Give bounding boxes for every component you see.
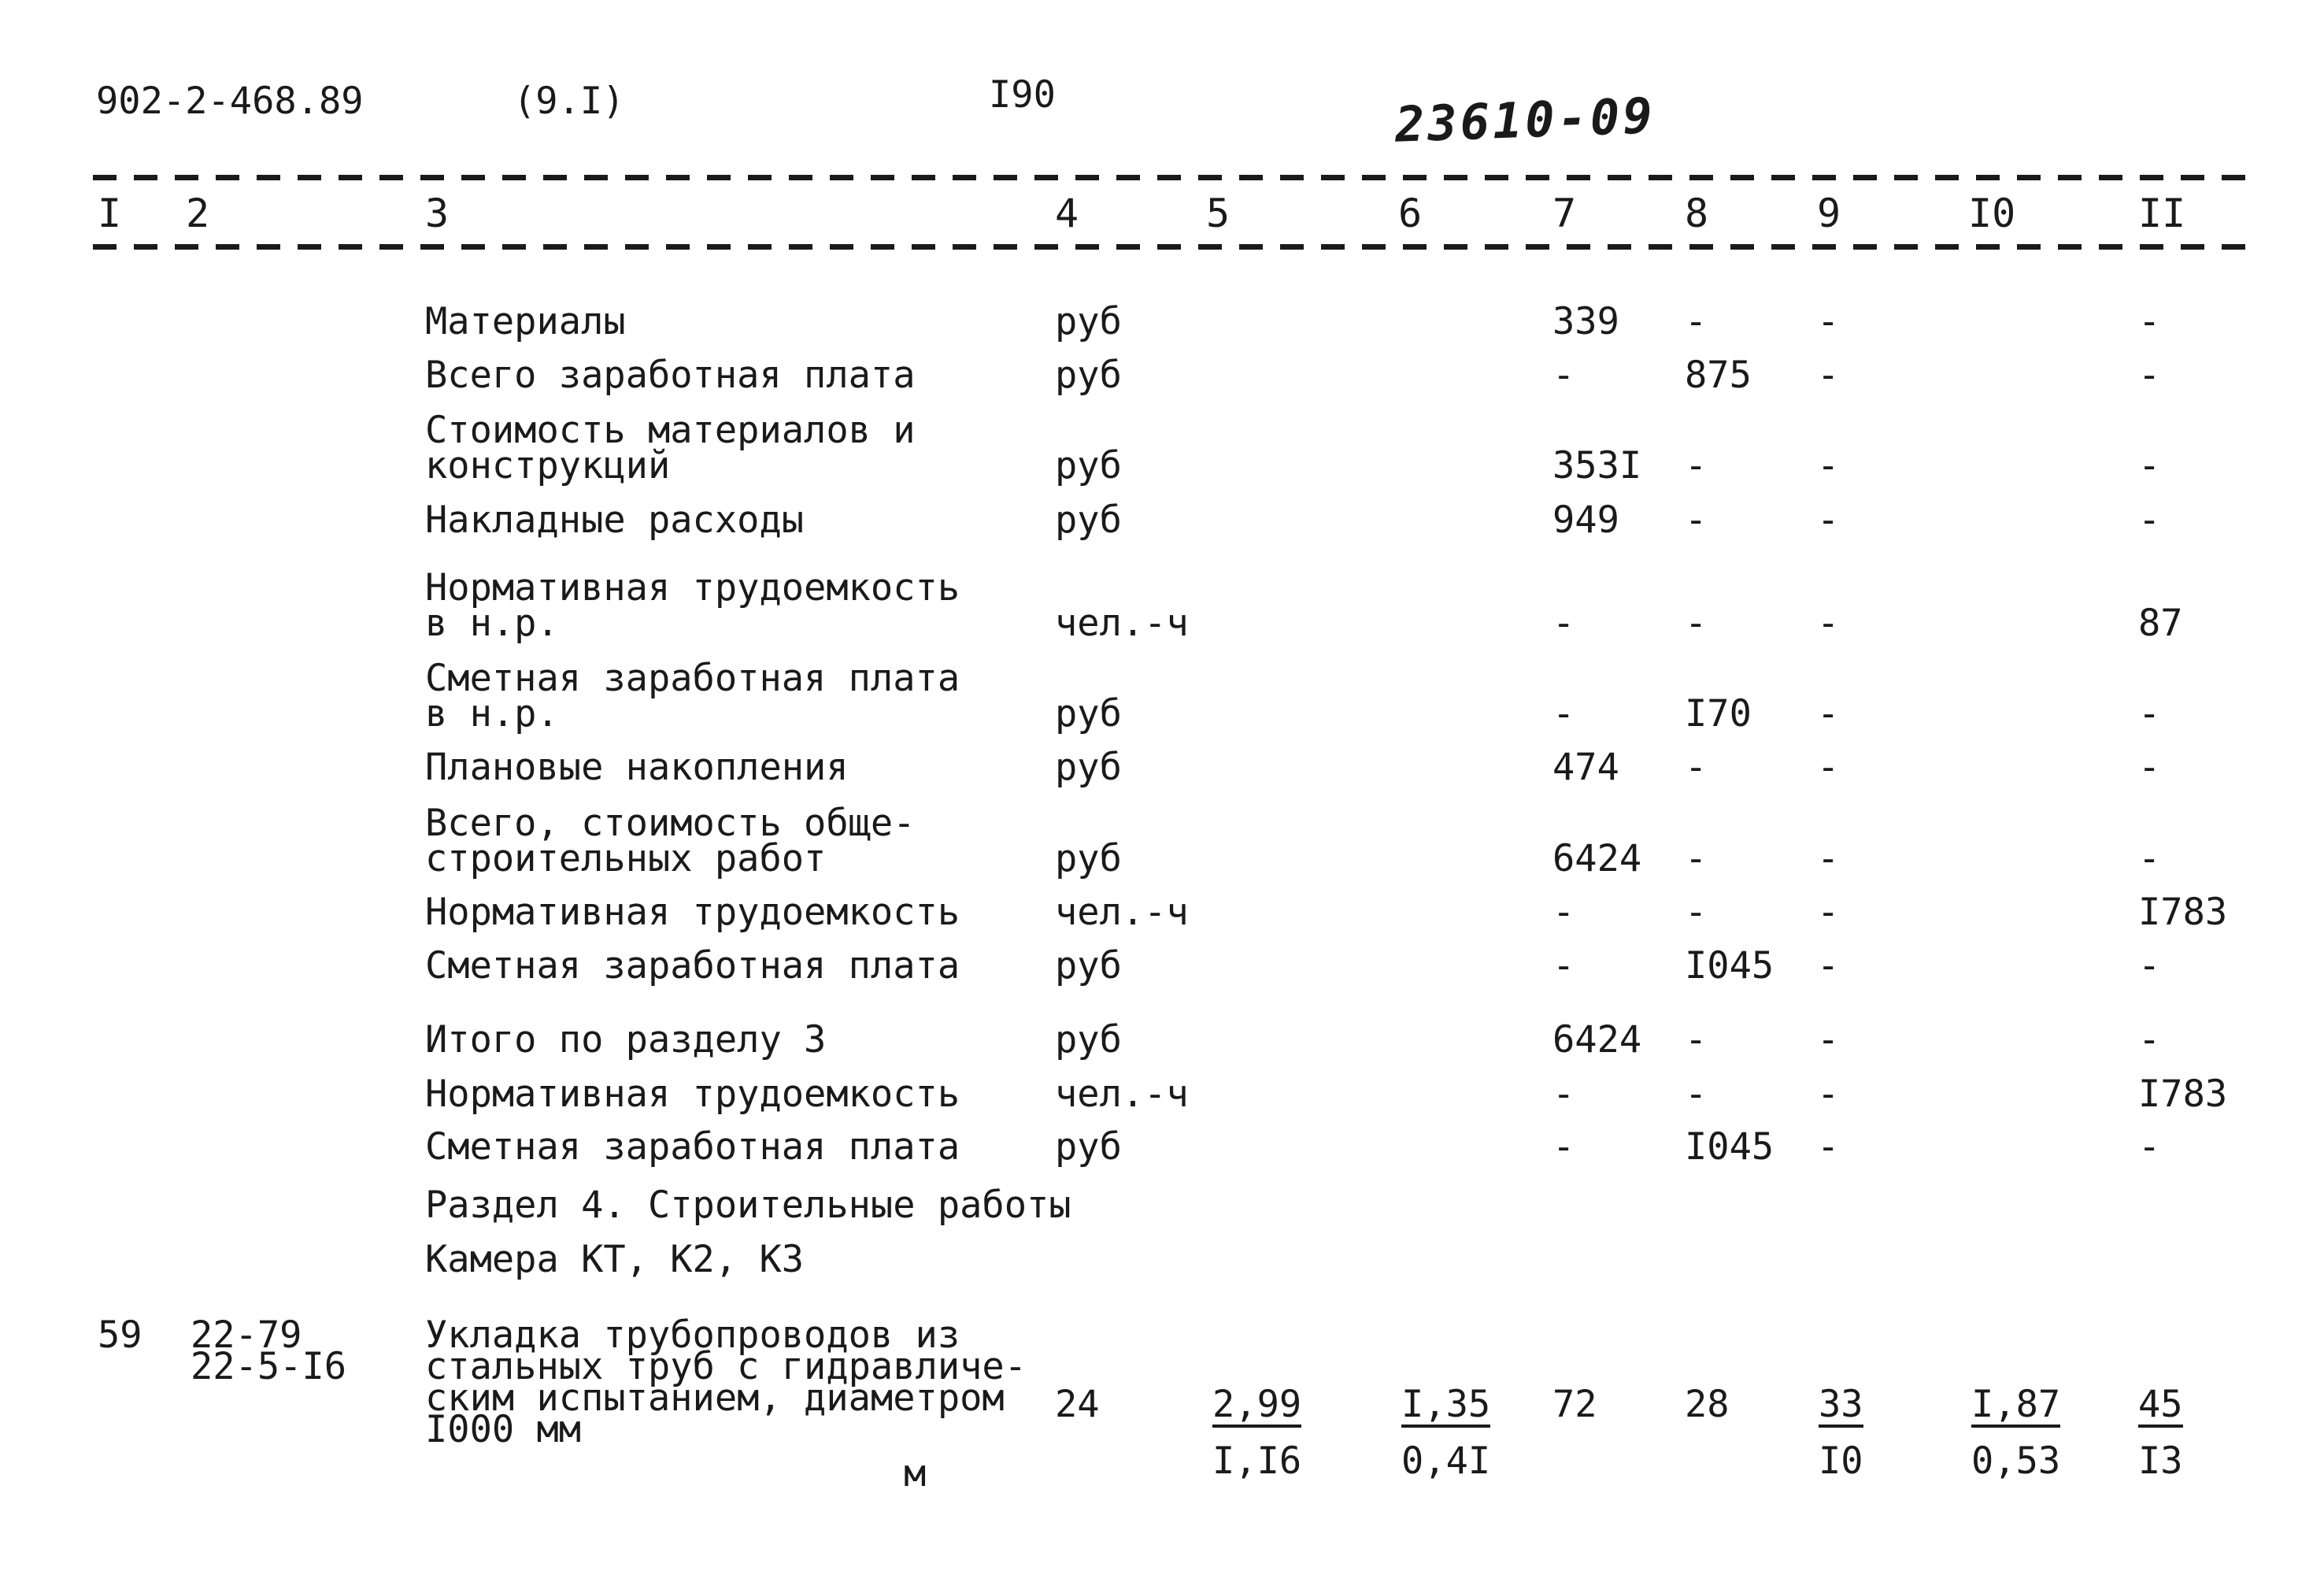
row-col-7: - bbox=[1552, 602, 1575, 645]
row-col-9: - bbox=[1817, 444, 1840, 487]
row-unit: руб bbox=[1055, 944, 1122, 987]
row-unit: чел.-ч bbox=[1055, 602, 1189, 645]
header-rule-bottom bbox=[93, 244, 2250, 250]
row-col-8: - bbox=[1685, 1018, 1708, 1061]
section-ref: (9.I) bbox=[513, 80, 625, 123]
row-col-8: - bbox=[1685, 498, 1708, 542]
row-col-9: - bbox=[1817, 692, 1840, 735]
row-col-9: - bbox=[1817, 300, 1840, 343]
row-name-line: Нормативная трудоемкость bbox=[425, 891, 960, 934]
row-col-7: - bbox=[1552, 891, 1575, 934]
row-unit: чел.-ч bbox=[1055, 1073, 1189, 1116]
row-name-line: Нормативная трудоемкость bbox=[425, 1073, 960, 1116]
row-col-7: 6424 bbox=[1552, 1018, 1642, 1061]
item-col-5-top: 2,99 bbox=[1212, 1383, 1302, 1426]
row-col-8: - bbox=[1685, 444, 1708, 487]
row-col-11: - bbox=[2138, 692, 2161, 735]
item-col-4: 24 bbox=[1055, 1383, 1100, 1426]
row-name-line: Плановые накопления bbox=[425, 746, 849, 789]
row-col-7: 949 bbox=[1552, 498, 1619, 542]
row-col-7: - bbox=[1552, 1073, 1575, 1116]
row-name-line: Материалы bbox=[425, 300, 626, 343]
row-name-line: Сметная заработная плата bbox=[425, 944, 960, 987]
row-col-8: - bbox=[1685, 300, 1708, 343]
item-name-line: Укладка трубопроводов из bbox=[425, 1313, 960, 1357]
row-col-7: - bbox=[1552, 354, 1575, 397]
row-col-11: I783 bbox=[2138, 891, 2228, 934]
row-col-11: - bbox=[2138, 498, 2161, 542]
row-unit: чел.-ч bbox=[1055, 891, 1189, 934]
row-unit: руб bbox=[1055, 444, 1122, 487]
row-col-11: 87 bbox=[2138, 602, 2183, 645]
item-col-6-top: I,35 bbox=[1401, 1383, 1491, 1426]
row-col-8: I045 bbox=[1685, 1125, 1774, 1169]
column-header-8: 8 bbox=[1685, 191, 1709, 236]
column-header-11: II bbox=[2138, 191, 2186, 236]
stamp-number: 23610-09 bbox=[1393, 87, 1656, 154]
row-name-line: строительных работ bbox=[425, 837, 827, 880]
row-unit: руб bbox=[1055, 692, 1122, 735]
row-unit: руб bbox=[1055, 837, 1122, 880]
row-unit: руб bbox=[1055, 300, 1122, 343]
row-name-line: конструкций bbox=[425, 444, 671, 487]
row-col-9: - bbox=[1817, 837, 1840, 880]
row-col-9: - bbox=[1817, 944, 1840, 987]
row-name-line: Всего, стоимость обще- bbox=[425, 802, 916, 845]
item-number: 59 bbox=[98, 1313, 142, 1357]
row-col-8: I70 bbox=[1685, 692, 1752, 735]
row-col-7: 474 bbox=[1552, 746, 1619, 789]
column-header-9: 9 bbox=[1817, 191, 1841, 236]
item-col-6-bottom: 0,4I bbox=[1401, 1439, 1491, 1483]
row-col-11: - bbox=[2138, 944, 2161, 987]
row-col-9: - bbox=[1817, 1125, 1840, 1169]
item-col-10-bottom: 0,53 bbox=[1971, 1439, 2061, 1483]
item-col-9-top: 33 bbox=[1819, 1383, 1863, 1426]
item-col-8: 28 bbox=[1685, 1383, 1730, 1426]
item-name-line: I000 мм bbox=[425, 1408, 582, 1451]
item-col-9-bottom: I0 bbox=[1819, 1439, 1863, 1483]
item-name-line: ским испытанием, диаметром bbox=[425, 1376, 1005, 1420]
row-name-line: в н.р. bbox=[425, 602, 559, 645]
row-col-11: - bbox=[2138, 444, 2161, 487]
row-col-9: - bbox=[1817, 602, 1840, 645]
row-col-8: - bbox=[1685, 602, 1708, 645]
item-col-11-top: 45 bbox=[2138, 1383, 2183, 1426]
section-subtitle: Камера КТ, К2, К3 bbox=[425, 1238, 805, 1281]
row-col-8: - bbox=[1685, 1073, 1708, 1116]
column-header-10: I0 bbox=[1968, 191, 2016, 236]
page-number: I90 bbox=[989, 73, 1056, 117]
row-col-9: - bbox=[1817, 498, 1840, 542]
row-col-8: - bbox=[1685, 891, 1708, 934]
item-col-5-bottom: I,I6 bbox=[1212, 1439, 1302, 1483]
item-col-11-bottom: I3 bbox=[2138, 1439, 2183, 1483]
row-col-8: 875 bbox=[1685, 354, 1752, 397]
column-header-3: 3 bbox=[425, 191, 450, 236]
row-col-7: - bbox=[1552, 944, 1575, 987]
row-col-7: - bbox=[1552, 1125, 1575, 1169]
item-col-7: 72 bbox=[1552, 1383, 1597, 1426]
row-name-line: Нормативная трудоемкость bbox=[425, 566, 960, 609]
row-col-8: - bbox=[1685, 746, 1708, 789]
item-col-10-top: I,87 bbox=[1971, 1383, 2061, 1426]
row-name-line: Всего заработная плата bbox=[425, 354, 916, 397]
item-unit: м bbox=[904, 1452, 927, 1495]
item-code: 22-5-I6 bbox=[191, 1345, 347, 1388]
row-col-11: - bbox=[2138, 746, 2161, 789]
item-name-line: стальных труб с гидравличе- bbox=[425, 1345, 1027, 1388]
column-header-6: 6 bbox=[1398, 191, 1423, 236]
row-col-9: - bbox=[1817, 1073, 1840, 1116]
row-unit: руб bbox=[1055, 1125, 1122, 1169]
row-col-9: - bbox=[1817, 1018, 1840, 1061]
row-col-11: - bbox=[2138, 837, 2161, 880]
row-col-8: I045 bbox=[1685, 944, 1774, 987]
row-unit: руб bbox=[1055, 1018, 1122, 1061]
row-name-line: Накладные расходы bbox=[425, 498, 805, 542]
row-col-8: - bbox=[1685, 837, 1708, 880]
row-col-7: 339 bbox=[1552, 300, 1619, 343]
row-col-11: - bbox=[2138, 1125, 2161, 1169]
row-unit: руб bbox=[1055, 498, 1122, 542]
column-header-7: 7 bbox=[1552, 191, 1577, 236]
row-col-7: 353I bbox=[1552, 444, 1642, 487]
item-code: 22-79 bbox=[191, 1313, 302, 1357]
doc-code: 902-2-468.89 bbox=[96, 80, 364, 123]
header-rule-top bbox=[93, 175, 2250, 180]
row-name-line: Стоимость материалов и bbox=[425, 409, 916, 452]
row-col-11: - bbox=[2138, 300, 2161, 343]
row-col-9: - bbox=[1817, 891, 1840, 934]
row-name-line: в н.р. bbox=[425, 692, 559, 735]
row-col-11: I783 bbox=[2138, 1073, 2228, 1116]
row-name-line: Сметная заработная плата bbox=[425, 657, 960, 700]
row-col-11: - bbox=[2138, 354, 2161, 397]
column-header-1: I bbox=[98, 191, 122, 236]
column-header-2: 2 bbox=[186, 191, 210, 236]
row-col-9: - bbox=[1817, 354, 1840, 397]
row-name-line: Итого по разделу 3 bbox=[425, 1018, 827, 1061]
row-unit: руб bbox=[1055, 354, 1122, 397]
row-col-7: - bbox=[1552, 692, 1575, 735]
row-name-line: Сметная заработная плата bbox=[425, 1125, 960, 1169]
row-col-9: - bbox=[1817, 746, 1840, 789]
row-unit: руб bbox=[1055, 746, 1122, 789]
column-header-4: 4 bbox=[1055, 191, 1079, 236]
row-col-11: - bbox=[2138, 1018, 2161, 1061]
section-title: Раздел 4. Строительные работы bbox=[425, 1184, 1071, 1227]
column-header-5: 5 bbox=[1206, 191, 1230, 236]
row-col-7: 6424 bbox=[1552, 837, 1642, 880]
